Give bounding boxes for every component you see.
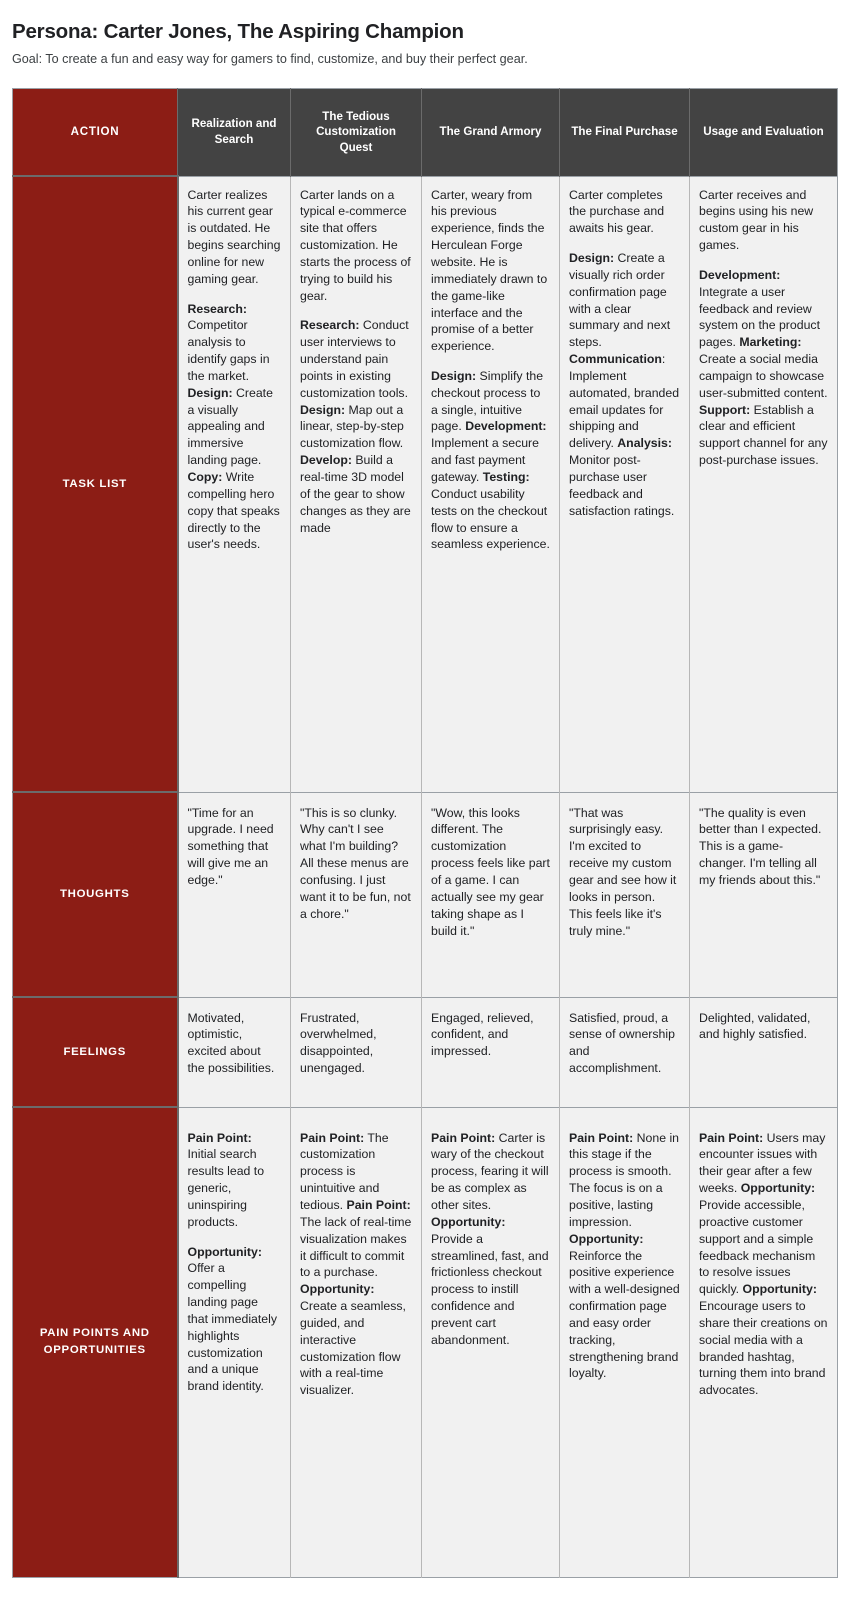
cell-label: Development: [465, 419, 547, 434]
cell-task-list-stage-5 [690, 176, 838, 792]
column-header-action: ACTION [13, 88, 178, 176]
cell-thoughts-stage-1 [178, 792, 291, 997]
table-row [13, 176, 838, 792]
cell-label: Opportunity: [431, 1214, 506, 1229]
cell-paragraph: Pain Point: Initial search results lead to generic, uninspiring products. [187, 1130, 265, 1229]
cell-label: Pain Point: [699, 1130, 764, 1145]
cell-paragraph: Frustrated, overwhelmed, disappointed, unengaged. [300, 1010, 377, 1076]
cell-label: Pain Point: [431, 1130, 496, 1145]
cell-task-list-stage-3 [422, 176, 560, 792]
cell-paragraph: Research: Competitor analysis to identify gaps in the market. Design: Create a visually appealing and immersive landing page. Copy: Write compelling hero copy that speaks directly to the user's needs. [187, 301, 280, 552]
cell-paragraph: Carter receives and begins using his new custom gear in his games. [699, 187, 814, 253]
header-row [13, 88, 838, 176]
cell-label: Testing: [482, 470, 530, 484]
cell-label: Research: [300, 318, 360, 333]
column-header-stage-2: The Tedious Customization Quest [291, 88, 422, 176]
cell-pain-points-stage-2 [291, 1107, 422, 1577]
cell-thoughts-stage-2 [291, 792, 422, 997]
column-header-stage-4: The Final Purchase [560, 88, 690, 176]
cell-pain-points-stage-3 [422, 1107, 560, 1577]
column-header-stage-3: The Grand Armory [422, 88, 560, 176]
row-label-pain-points-and-opportunities: PAIN POINTS AND OPPORTUNITIES [13, 1107, 178, 1577]
cell-label: Design: [431, 368, 477, 383]
cell-feelings-stage-2 [291, 997, 422, 1107]
cell-thoughts-stage-4 [560, 792, 690, 997]
cell-paragraph: Carter completes the purchase and awaits his gear. [569, 187, 665, 236]
cell-paragraph: Pain Point: Users may encounter issues with their gear after a few weeks. Opportunity: Provide accessible, proactive customer support and a simple feedback mechanism to resolve issues quickly. Opportunity: Encourage users to share their creations on social media with a branded hashtag, turning them into brand advocates. [699, 1130, 828, 1398]
cell-paragraph: Development: Integrate a user feedback and review system on the product pages. Marketing: Create a social media campaign to showcase user-submitted content. Support: Establish a clear and efficient support channel for any post-purchase issues. [699, 267, 828, 468]
row-label-feelings: FEELINGS [13, 997, 178, 1107]
cell-paragraph: Carter realizes his current gear is outdated. He begins searching online for new gaming gear. [187, 187, 281, 286]
cell-label: Opportunity: [742, 1282, 817, 1297]
column-header-stage-1: Realization and Search [178, 88, 291, 176]
cell-label: Opportunity: [740, 1181, 816, 1196]
cell-label: Copy: [187, 470, 223, 484]
cell-label: Analysis: [617, 436, 672, 451]
table-row [13, 1107, 838, 1577]
page-title: Persona: Carter Jones, The Aspiring Champion [12, 20, 464, 43]
cell-label: Opportunity: [569, 1231, 644, 1246]
cell-task-list-stage-2 [291, 176, 422, 792]
cell-label: Opportunity: [187, 1244, 262, 1259]
cell-label: Design: [300, 402, 346, 417]
cell-paragraph: Delighted, validated, and highly satisfied. [699, 1010, 811, 1042]
cell-paragraph: Engaged, relieved, confident, and impressed. [431, 1010, 534, 1059]
cell-feelings-stage-4 [560, 997, 690, 1107]
cell-label: Support: [699, 402, 751, 417]
table-body [13, 176, 838, 1577]
cell-label: Marketing: [739, 335, 802, 350]
cell-task-list-stage-4 [560, 176, 690, 792]
cell-paragraph: "This is so clunky. Why can't I see what I'm building? All these menus are confusing. I just want it to be fun, not a chore." [300, 805, 411, 921]
row-label-task-list: TASK LIST [13, 176, 178, 792]
cell-label: Pain Point: [569, 1130, 634, 1145]
cell-paragraph: Satisfied, proud, a sense of ownership and accomplishment. [569, 1010, 675, 1076]
cell-task-list-stage-1 [178, 176, 291, 792]
cell-paragraph: Design: Simplify the checkout process to a single, intuitive page. Development: Implement a secure and fast payment gateway. Testing: Conduct usability tests on the checkout flow to ensure a seamless experience. [431, 368, 550, 552]
cell-feelings-stage-3 [422, 997, 560, 1107]
cell-paragraph: Opportunity: Offer a compelling landing page that immediately highlights customization and a unique brand identity. [187, 1244, 278, 1394]
table-row [13, 792, 838, 997]
cell-thoughts-stage-5 [690, 792, 838, 997]
cell-label: Opportunity: [300, 1282, 375, 1297]
column-header-stage-5: Usage and Evaluation [690, 88, 838, 176]
cell-label: Pain Point: [187, 1130, 252, 1145]
cell-paragraph: "Time for an upgrade. I need something that will give me an edge." [187, 805, 274, 887]
cell-paragraph: "Wow, this looks different. The customization process feels like part of a game. I can actually see my gear taking shape as I build it." [431, 805, 550, 938]
cell-pain-points-stage-1 [178, 1107, 291, 1577]
cell-label: Develop: [300, 453, 352, 468]
cell-label: Research: [187, 301, 247, 316]
user-journey-table [12, 88, 838, 1578]
cell-paragraph: Research: Conduct user interviews to understand pain points in existing customization tools. Design: Map out a linear, step-by-step customization flow. Develop: Build a real-time 3D model of the gear to show changes as they are made [300, 318, 411, 535]
cell-paragraph: Design: Create a visually rich order confirmation page with a clear summary and next steps. Communication: Implement automated, branded email updates for shipping and delivery. Analysis: Monitor post-purchase user feedback and satisfaction ratings. [569, 251, 680, 518]
page-goal-subtitle: Goal: To create a fun and easy way for gamers to find, customize, and buy their perfect gear. [12, 51, 528, 66]
cell-thoughts-stage-3 [422, 792, 560, 997]
cell-feelings-stage-5 [690, 997, 838, 1107]
cell-paragraph: "The quality is even better than I expected. This is a game-changer. I'm telling all my friends about this." [699, 805, 822, 887]
cell-label: Development: [699, 267, 781, 282]
table-header [13, 88, 838, 176]
cell-label: Pain Point: [346, 1197, 411, 1212]
row-label-thoughts: THOUGHTS [13, 792, 178, 997]
cell-paragraph: Pain Point: None in this stage if the process is smooth. The focus is on a positive, lasting impression. Opportunity: Reinforce the positive experience with a well-designed confirmation page and easy order tracking, strengthening brand loyalty. [569, 1130, 680, 1381]
cell-paragraph: Carter lands on a typical e-commerce site that offers customization. He starts the process of trying to build his gear. [300, 187, 411, 303]
cell-paragraph: "That was surprisingly easy. I'm excited to receive my custom gear and see how it looks in person. This feels like it's truly mine." [569, 805, 677, 938]
cell-paragraph: Carter, weary from his previous experience, finds the Herculean Forge website. He is immediately drawn to the game-like interface and the promise of a better experience. [431, 187, 548, 354]
table-row [13, 997, 838, 1107]
cell-paragraph: Pain Point: Carter is wary of the checkout process, fearing it will be as complex as other sites. Opportunity: Provide a streamlined, fast, and frictionless checkout process to instill confidence and prevent cart abandonment. [431, 1130, 549, 1347]
cell-label: Design: [569, 251, 615, 266]
cell-label: Pain Point: [300, 1130, 365, 1145]
cell-paragraph: Pain Point: The customization process is unintuitive and tedious. Pain Point: The lack of real-time visualization makes it difficult to commit to a purchase. Opportunity: Create a seamless, guided, and interactive customization flow with a real-time visualizer. [300, 1130, 412, 1398]
cell-feelings-stage-1 [178, 997, 291, 1107]
cell-paragraph: Motivated, optimistic, excited about the possibilities. [187, 1010, 275, 1076]
cell-label: Communication [569, 352, 662, 367]
cell-pain-points-stage-5 [690, 1107, 838, 1577]
cell-label: Design: [187, 385, 233, 400]
cell-pain-points-stage-4 [560, 1107, 690, 1577]
